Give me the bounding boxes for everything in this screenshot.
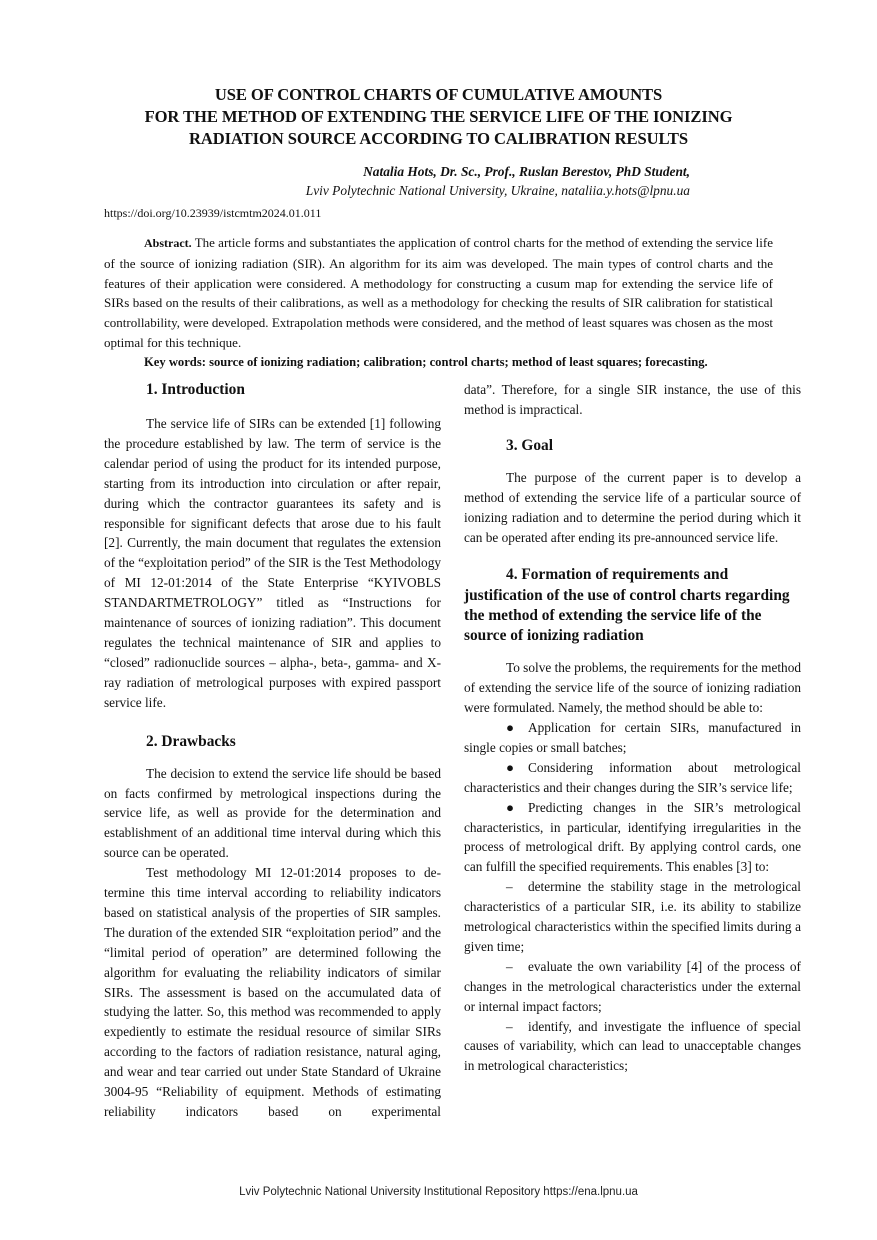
abstract-text: The article forms and substantiates the application of control charts for the method of extending the service life of the source of ionizing radiation (SIR). An algorithm for its aim was developed. The main types of control charts and the features of their application were considered. A methodology for constructing a cusum map for extending the service life of SIRs based on the results of their calibrations, as well as a methodology for checking the results of SIR calibration for statistical controllability, were developed. Extrapolation methods were considered, and the method of least squares was chosen as the most optimal for this technique. (104, 235, 773, 350)
dash-icon: – (506, 879, 513, 895)
bullet-text: Predicting changes in the SIR’s metrological characteristics, in particular, identifying irregularities in the process of metrological drift. By applying control cards, one can fulfill the specified requirements. This enables [3] to: (464, 799, 801, 875)
bullet-text: Application for certain SIRs, manufactured in single copies or small batches; (464, 719, 801, 755)
keywords-text: source of ionizing radiation; calibration; control charts; method of least squares; forecasting. (205, 354, 708, 369)
introduction-paragraph: The service life of SIRs can be extended [1] following the procedure established by law. The term of service is the calendar period of using the product for its intended purpose, starting from its introduction into circulation or after repair, during which the contractor guarantees its safety and is responsible for significant defects that arose due to his fault [2]. Currently, the main document that regulates the extension of the “exploitation period” of the SIR is the Test Methodology of MI 12-01:2014 of the State Enterprise “KYIVOBLS STANDARTMETROLOGY” titled as “Instructions for maintenance of sources of ionizing radiation”. This document regulates the technical maintenance of SIR and applies to “closed” radionuclide sources – alpha-, beta-, gamma- and X-ray radiation of metrological purposes with expired passport service life. (104, 416, 441, 710)
right-column (464, 380, 801, 1076)
bullet-icon: ● (506, 799, 515, 815)
bullet-text: Considering information about metrological characteristics and their changes during the SIR’s service life; (464, 759, 801, 795)
left-column (104, 380, 441, 1122)
author-names: Natalia Hots, Dr. Sc., Prof., Ruslan Berestov, PhD Student, (363, 164, 690, 179)
dash-icon: – (506, 1018, 513, 1034)
bullet-icon: ● (506, 759, 515, 775)
keywords-label: Key words: (144, 354, 206, 369)
doi-link[interactable]: https://doi.org/10.23939/istcmtm2024.01.011 (104, 206, 322, 220)
section-heading-drawbacks: 2. Drawbacks (146, 732, 236, 750)
capability-item (464, 957, 801, 1017)
capability-item (464, 877, 801, 957)
requirement-bullet (464, 798, 801, 878)
requirement-bullet (464, 718, 801, 758)
section-heading-formation: 4. Formation of requirements and justification of the use of control charts regarding the method of extending the service life of the source of ionizing radiation (464, 566, 790, 645)
abstract-paragraph (104, 233, 773, 353)
capability-text: determine the stability stage in the metrological characteristics of a particular SIR, i.e. its ability to stabilize metrological characteristics within the specified limits during a given time; (464, 879, 801, 954)
abstract-block (104, 233, 773, 373)
title-line-2: FOR THE METHOD OF EXTENDING THE SERVICE LIFE OF THE IONIZING (144, 107, 733, 126)
capability-text: evaluate the own variability [4] of the process of changes in the metrological characteristics under the external or internal impact factors; (464, 958, 801, 1014)
section-heading-goal: 3. Goal (506, 436, 554, 454)
drawbacks-paragraph-1: The decision to extend the service life should be based on facts confirmed by metrological inspections during the service life, as well as provide for the determination and establishment of an additional time interval during which this source can be operated. (104, 765, 441, 861)
capability-text: identify, and investigate the influence of special causes of variability, which can lead to unacceptable changes in metrological characteristics; (464, 1018, 801, 1074)
drawbacks-continuation: data”. Therefore, for a single SIR instance, the use of this method is impractical. (464, 382, 801, 417)
capability-item (464, 1017, 801, 1077)
title-line-1: USE OF CONTROL CHARTS OF CUMULATIVE AMOUNTS (214, 85, 663, 104)
requirement-bullet (464, 758, 801, 798)
keywords-paragraph (104, 353, 773, 373)
formation-intro: To solve the problems, the requirements for the method of extending the service life of the source of ionizing radiation were formulated. Namely, the method should be able to: (464, 660, 801, 716)
author-affiliation: Lviv Polytechnic National University, Ukraine, nataliia.y.hots@lpnu.ua (305, 183, 690, 198)
repository-footer: Lviv Polytechnic National University Institutional Repository https://ena.lpnu.ua (239, 1186, 638, 1198)
abstract-label: Abstract. (144, 236, 192, 250)
author-block (100, 162, 690, 200)
drawbacks-paragraph-2: Test methodology MI 12-01:2014 proposes to determine this time interval according to reliability indicators based on statistical analysis of the properties of SIR samples. The duration of the extended SIR “exploitation period” and the “limital period of operation” are determined following the algorithm for evaluating the reliability indicators of similar SIRs. The assessment is based on the accumulated data of studying the latter. So, this method was recommended to apply expediently to estimate the residual resource of similar SIRs according to the factors of radiation resistance, natural aging, and wear and tear carried out under State Standard of Ukraine 3004-95 “Reliability of equipment. Methods of estimating reliability indicators based on experimental (104, 865, 441, 1119)
title-line-3: RADIATION SOURCE ACCORDING TO CALIBRATION RESULTS (188, 129, 689, 148)
paper-title (100, 84, 777, 150)
dash-icon: – (506, 958, 513, 974)
section-heading-introduction: 1. Introduction (146, 381, 245, 398)
bullet-icon: ● (506, 719, 515, 735)
goal-paragraph: The purpose of the current paper is to develop a method of extending the service life of a particular source of ionizing radiation and to determine the period during which it can be operated after ending its pre-announced service life. (464, 469, 801, 545)
